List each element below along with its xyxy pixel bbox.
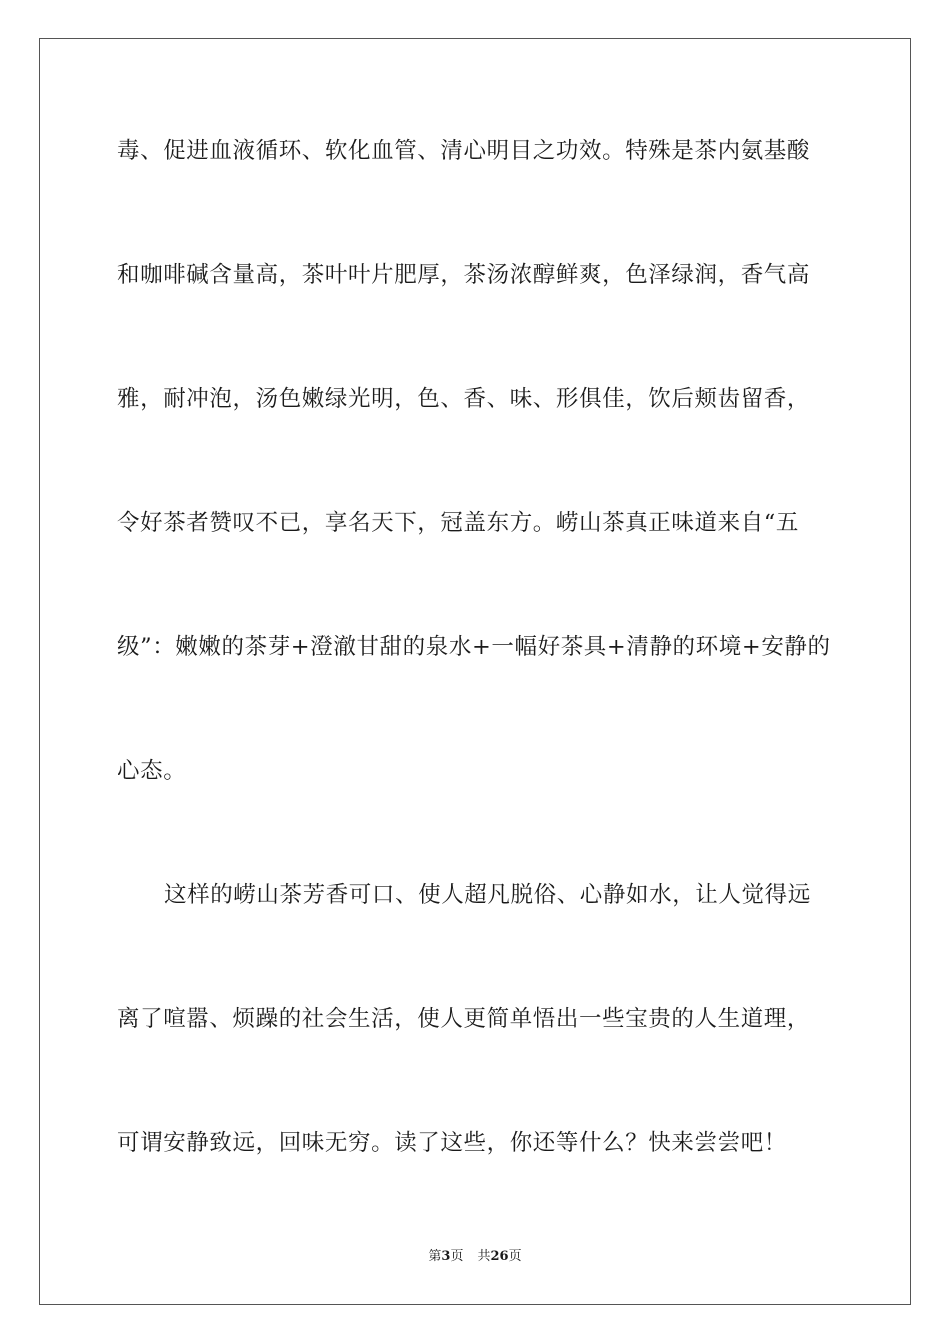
text-line-3: 雅，耐冲泡，汤色嫩绿光明，色、香、味、形俱佳，饮后颊齿留香， xyxy=(117,386,811,412)
text-line-8: 离了喧嚣、烦躁的社会生活，使人更简单悟出一些宝贵的人生道理， xyxy=(117,1006,811,1032)
text-line-7: 这样的崂山茶芳香可口、使人超凡脱俗、心静如水，让人觉得远 xyxy=(164,882,811,908)
total-pages-label: 共26页 xyxy=(477,1249,522,1264)
page-footer xyxy=(0,1248,950,1266)
text-line-4: 令好茶者赞叹不已，享名天下，冠盖东方。崂山茶真正味道来自“五 xyxy=(117,510,800,536)
text-line-5: 级”：嫩嫩的茶芽+澄澈甘甜的泉水+一幅好茶具+清静的环境+安静的 xyxy=(117,634,831,660)
text-line-6: 心态。 xyxy=(117,758,187,784)
page-number-label: 第3页 xyxy=(428,1249,464,1264)
text-line-2: 和咖啡碱含量高，茶叶叶片肥厚，茶汤浓醇鲜爽，色泽绿润，香气高 xyxy=(117,262,811,288)
text-line-1: 毒、促进血液循环、软化血管、清心明目之功效。特殊是茶内氨基酸 xyxy=(117,138,811,164)
page-border xyxy=(39,38,911,1305)
text-line-9: 可谓安静致远，回味无穷。读了这些，你还等什么？快来尝尝吧！ xyxy=(117,1130,787,1156)
